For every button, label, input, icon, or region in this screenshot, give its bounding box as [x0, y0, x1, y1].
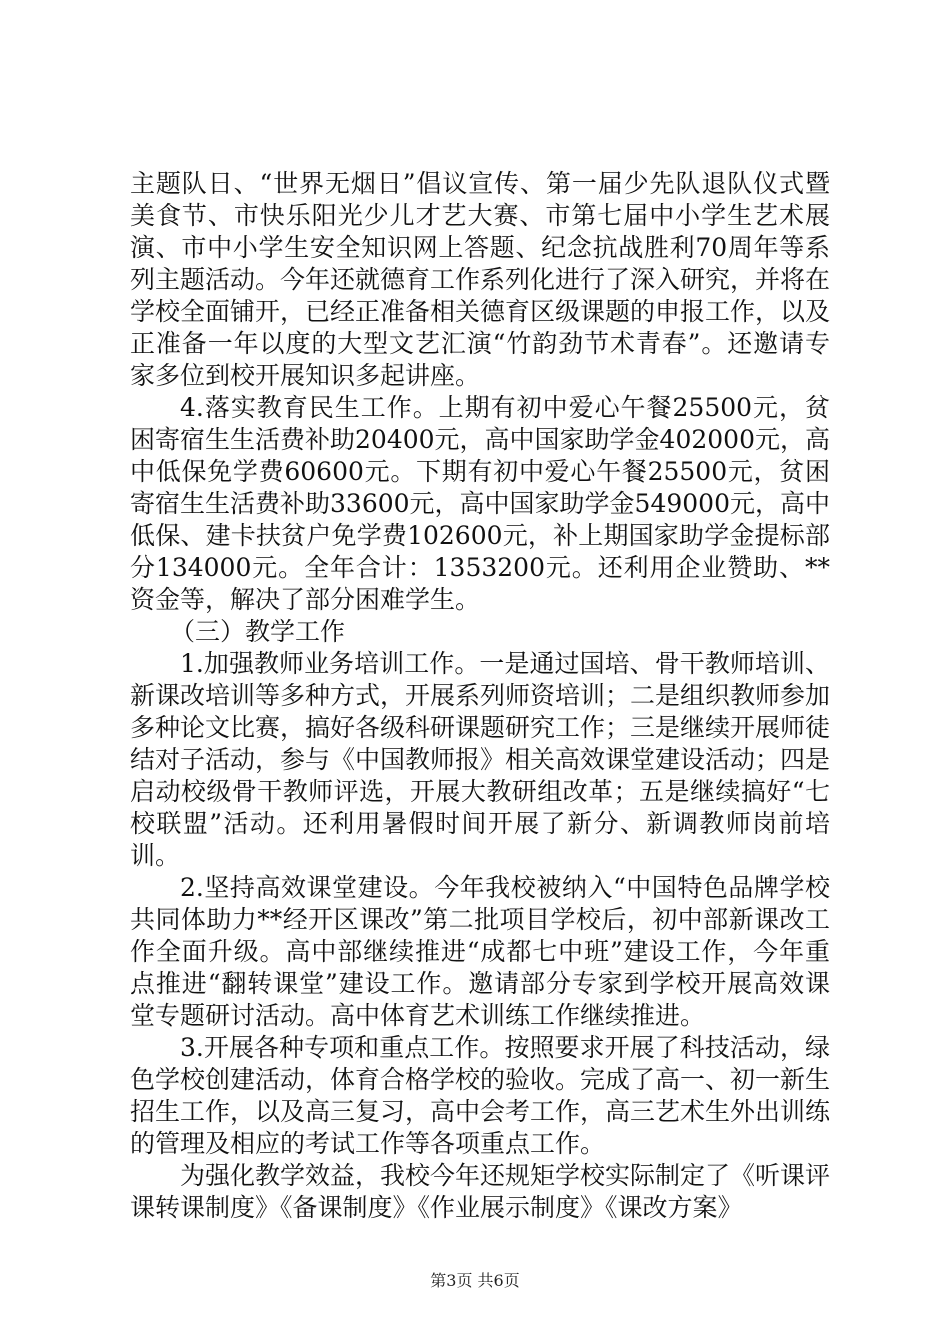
paragraph-moral-education-activities: 主题队日、“世界无烟日”倡议宣传、第一届少先队退队仪式暨美食节、市快乐阳光少儿才艺大赛、市第七届中小学生艺术展演、市中小学生安全知识网上答题、纪念抗战胜利70周年等系列主题活动。今年还就德育工作系列化进行了深入研究，并将在学校全面铺开，已经正准备相关德育区级课题的申报工作，以及正准备一年以度的大型文艺汇演“竹韵劲节术青春”。还邀请专家多位到校开展知识多起讲座。 — [130, 169, 831, 390]
paragraph-efficient-classroom: 2.坚持高效课堂建设。今年我校被纳入“中国特色品牌学校共同体助力**经开区课改”第二批项目学校后，初中部新课改工作全面升级。高中部继续推进“成都七中班”建设工作，今年重点推进“翻转课堂”建设工作。邀请部分专家到学校开展高效课堂专题研讨活动。高中体育艺术训练工作继续推进。 — [130, 873, 830, 1030]
paragraph-teacher-training: 1.加强教师业务培训工作。一是通过国培、骨干教师培训、新课改培训等多种方式，开展系列师资培训；二是组织教师参加多种论文比赛，搞好各级科研课题研究工作；三是继续开展师徒结对子活动，参与《中国教师报》相关高效课堂建设活动；四是启动校级骨干教师评选，开展大教研组改革；五是继续搞好“七校联盟”活动。还利用暑假时间开展了新分、新调教师岗前培训。 — [130, 649, 831, 870]
paragraph-teaching-efficiency: 为强化教学效益，我校今年还规矩学校实际制定了《听课评课转课制度》《备课制度》《作业展示制度》《课改方案》 — [130, 1161, 831, 1222]
paragraph-special-key-work: 3.开展各种专项和重点工作。按照要求开展了科技活动，绿色学校创建活动，体育合格学校的验收。完成了高一、初一新生招生工作，以及高三复习，高中会考工作，高三艺术生外出训练的管理及相应的考试工作等各项重点工作。 — [130, 1033, 831, 1158]
section-heading-teaching-work: （三）教学工作 — [170, 617, 346, 646]
page-number-footer: 第3页 共6页 — [430, 1271, 520, 1290]
paragraph-livelihood-work: 4.落实教育民生工作。上期有初中爱心午餐25500元，贫困寄宿生生活费补助20400元，高中国家助学金402000元，高中低保免学费60600元。下期有初中爱心午餐25500元，贫困寄宿生生活费补助33600元，高中国家助学金549000元，高中低保、建卡扶贫户免学费102600元，补上期国家助学金提标部分134000元。全年合计：1353200元。还利用企业赞助、**资金等，解决了部分困难学生。 — [130, 393, 830, 614]
document-body — [130, 168, 830, 1224]
